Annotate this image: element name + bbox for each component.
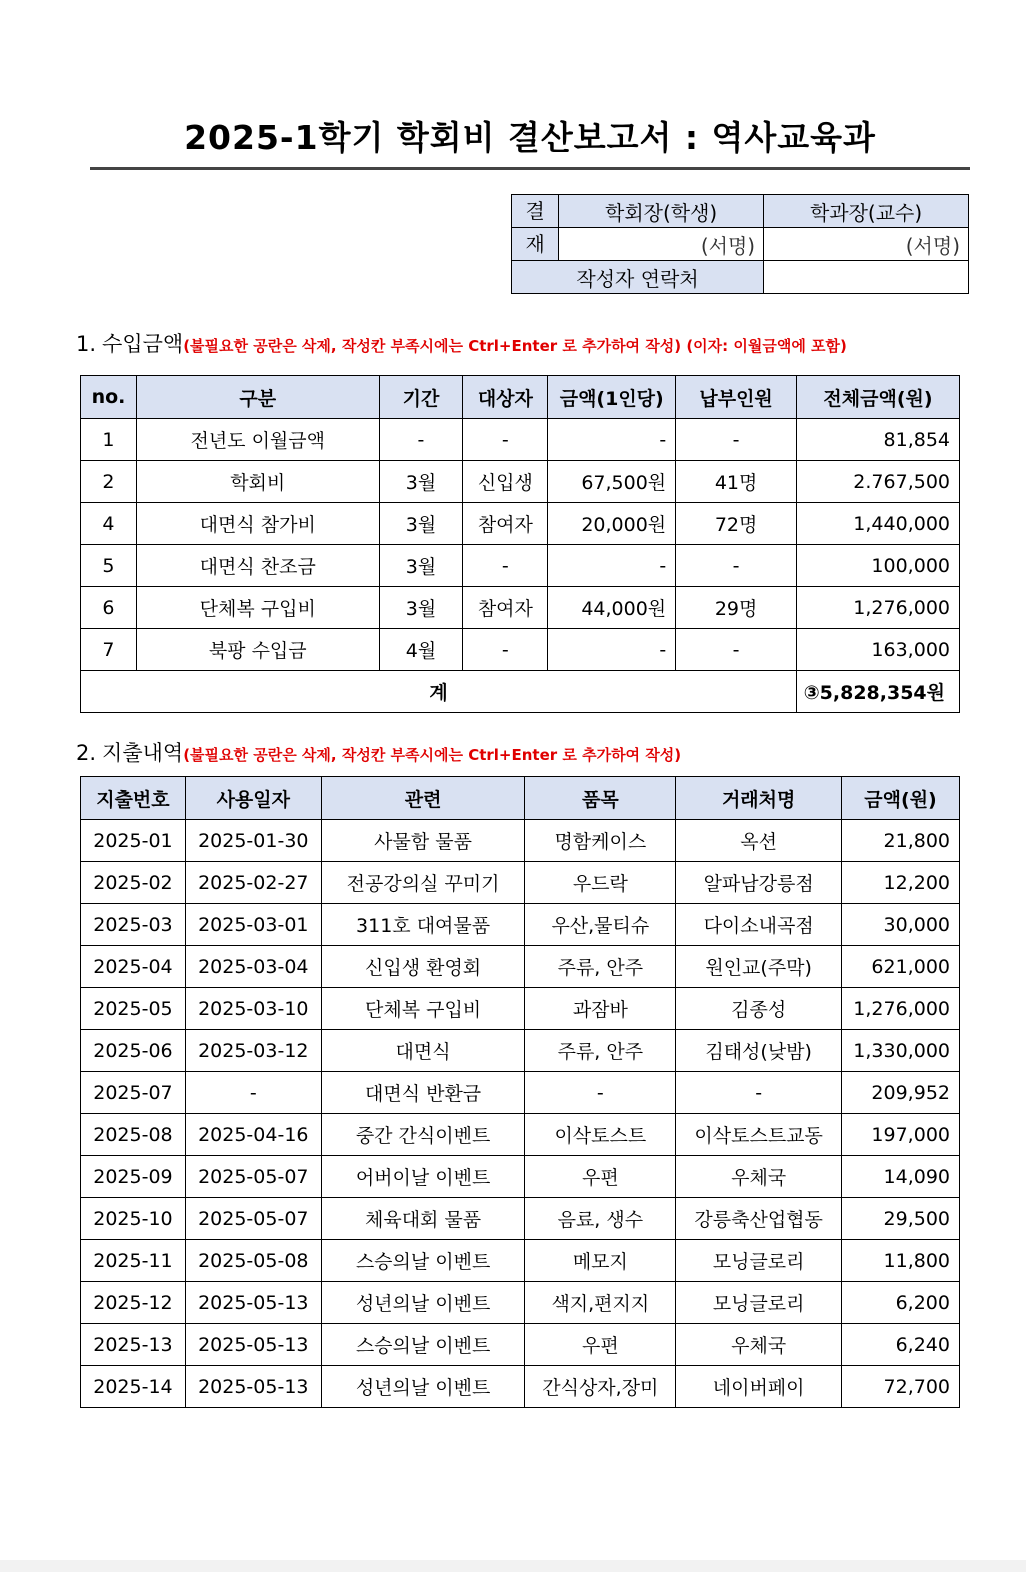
- table-row: [81, 862, 960, 904]
- table-cell[interactable]: 1,440,000: [796, 503, 959, 545]
- table-cell[interactable]: -: [463, 545, 548, 587]
- income-section-heading: [76, 328, 847, 358]
- table-cell[interactable]: 81,854: [796, 419, 959, 461]
- income-section-number: 1.: [76, 332, 97, 356]
- expense-section-heading: [76, 737, 681, 767]
- income-header-row: [81, 376, 960, 419]
- table-cell[interactable]: 김태성(낮밤): [676, 1030, 842, 1072]
- table-cell[interactable]: 2025-03-12: [185, 1030, 321, 1072]
- table-cell[interactable]: 2025-05-08: [185, 1240, 321, 1282]
- table-cell[interactable]: 1,276,000: [842, 988, 960, 1030]
- table-cell[interactable]: 2025-05-07: [185, 1198, 321, 1240]
- table-cell[interactable]: 우체국: [676, 1156, 842, 1198]
- table-cell[interactable]: 621,000: [842, 946, 960, 988]
- table-cell[interactable]: 스승의날 이벤트: [321, 1240, 525, 1282]
- expense-header-row: [81, 777, 960, 820]
- income-table: [80, 375, 960, 713]
- table-row: [81, 461, 960, 503]
- table-cell[interactable]: -: [548, 419, 676, 461]
- table-cell[interactable]: 4: [81, 503, 137, 545]
- table-cell[interactable]: 성년의날 이벤트: [321, 1282, 525, 1324]
- table-cell[interactable]: 3월: [379, 461, 463, 503]
- table-cell[interactable]: 대면식 찬조금: [136, 545, 379, 587]
- signature-field-student[interactable]: (서명): [559, 228, 764, 261]
- table-cell[interactable]: 11,800: [842, 1240, 960, 1282]
- expense-header-cell: 거래처명: [676, 777, 842, 820]
- table-cell[interactable]: 다이소내곡점: [676, 904, 842, 946]
- table-row: [81, 1156, 960, 1198]
- expense-header-cell: 금액(원): [842, 777, 960, 820]
- table-cell[interactable]: 12,200: [842, 862, 960, 904]
- table-cell[interactable]: 2025-05-13: [185, 1366, 321, 1408]
- table-cell[interactable]: 우드락: [525, 862, 676, 904]
- table-cell[interactable]: 이삭토스트교동: [676, 1114, 842, 1156]
- table-cell[interactable]: 우편: [525, 1156, 676, 1198]
- table-cell[interactable]: 모닝글로리: [676, 1240, 842, 1282]
- table-row: [81, 545, 960, 587]
- income-header-cell: 대상자: [463, 376, 548, 419]
- table-cell[interactable]: -: [379, 419, 463, 461]
- approval-col-professor: 학과장(교수): [764, 195, 969, 228]
- table-cell[interactable]: 2025-10: [81, 1198, 186, 1240]
- expense-section-title: 지출내역: [102, 741, 184, 765]
- income-header-cell: 기간: [379, 376, 463, 419]
- table-cell[interactable]: 197,000: [842, 1114, 960, 1156]
- table-cell[interactable]: 6,240: [842, 1324, 960, 1366]
- table-cell[interactable]: 7: [81, 629, 137, 671]
- income-header-cell: no.: [81, 376, 137, 419]
- expense-section-number: 2.: [76, 741, 97, 765]
- table-row: [81, 587, 960, 629]
- table-cell[interactable]: 3월: [379, 545, 463, 587]
- table-cell[interactable]: 주류, 안주: [525, 1030, 676, 1072]
- expense-header-cell: 관련: [321, 777, 525, 820]
- expense-header-cell: 지출번호: [81, 777, 186, 820]
- table-cell[interactable]: 우산,물티슈: [525, 904, 676, 946]
- table-row: [81, 1030, 960, 1072]
- table-cell[interactable]: 알파남강릉점: [676, 862, 842, 904]
- income-total-row: [81, 671, 960, 713]
- table-cell[interactable]: 학회비: [136, 461, 379, 503]
- table-cell[interactable]: 29,500: [842, 1198, 960, 1240]
- table-cell[interactable]: -: [548, 545, 676, 587]
- author-contact-label: 작성자 연락처: [512, 261, 764, 294]
- table-row: [81, 1240, 960, 1282]
- table-cell[interactable]: -: [676, 545, 797, 587]
- table-cell[interactable]: 명함케이스: [525, 820, 676, 862]
- income-header-cell: 납부인원: [676, 376, 797, 419]
- table-cell[interactable]: 2025-09: [81, 1156, 186, 1198]
- table-cell[interactable]: -: [676, 419, 797, 461]
- table-cell[interactable]: 사물함 물품: [321, 820, 525, 862]
- table-cell[interactable]: -: [676, 629, 797, 671]
- table-cell[interactable]: 단체복 구입비: [136, 587, 379, 629]
- table-cell[interactable]: 참여자: [463, 587, 548, 629]
- table-cell[interactable]: 4월: [379, 629, 463, 671]
- table-cell[interactable]: 대면식 반환금: [321, 1072, 525, 1114]
- approval-gyeol-label: 결: [512, 195, 559, 228]
- table-cell[interactable]: 209,952: [842, 1072, 960, 1114]
- approval-col-student: 학회장(학생): [559, 195, 764, 228]
- table-cell[interactable]: 1: [81, 419, 137, 461]
- table-cell[interactable]: 41명: [676, 461, 797, 503]
- table-cell[interactable]: 색지,편지지: [525, 1282, 676, 1324]
- table-cell[interactable]: 5: [81, 545, 137, 587]
- table-cell[interactable]: 단체복 구입비: [321, 988, 525, 1030]
- table-cell[interactable]: 이삭토스트: [525, 1114, 676, 1156]
- page-title: 2025-1학기 학회비 결산보고서 : 역사교육과: [184, 118, 876, 157]
- table-cell[interactable]: -: [185, 1072, 321, 1114]
- table-cell[interactable]: 2025-11: [81, 1240, 186, 1282]
- table-row: [81, 820, 960, 862]
- table-cell[interactable]: 2025-12: [81, 1282, 186, 1324]
- income-total-label: 계: [81, 671, 797, 713]
- table-cell[interactable]: 2025-02: [81, 862, 186, 904]
- table-cell[interactable]: -: [676, 1072, 842, 1114]
- approval-jae-label: 재: [512, 228, 559, 261]
- table-cell[interactable]: 2025-05-13: [185, 1324, 321, 1366]
- table-cell[interactable]: 2: [81, 461, 137, 503]
- table-cell[interactable]: 과잠바: [525, 988, 676, 1030]
- page-bottom-edge: [0, 1560, 1026, 1572]
- table-row: [81, 1198, 960, 1240]
- table-cell[interactable]: 중간 간식이벤트: [321, 1114, 525, 1156]
- table-row: [81, 419, 960, 461]
- table-cell[interactable]: 전년도 이월금액: [136, 419, 379, 461]
- table-cell[interactable]: 2025-02-27: [185, 862, 321, 904]
- table-cell[interactable]: 2025-01: [81, 820, 186, 862]
- table-cell[interactable]: 2025-05: [81, 988, 186, 1030]
- table-cell[interactable]: 67,500원: [548, 461, 676, 503]
- income-total-value[interactable]: ③5,828,354원: [796, 671, 959, 713]
- table-cell[interactable]: 2025-03: [81, 904, 186, 946]
- table-row: [81, 1114, 960, 1156]
- table-cell[interactable]: 원인교(주막): [676, 946, 842, 988]
- table-cell[interactable]: 2025-04-16: [185, 1114, 321, 1156]
- title-underline: [90, 167, 970, 170]
- table-cell[interactable]: 주류, 안주: [525, 946, 676, 988]
- table-cell[interactable]: 신입생: [463, 461, 548, 503]
- table-cell[interactable]: 우체국: [676, 1324, 842, 1366]
- table-cell[interactable]: 2025-14: [81, 1366, 186, 1408]
- income-section-title: 수입금액: [102, 332, 184, 356]
- table-cell[interactable]: 신입생 환영회: [321, 946, 525, 988]
- table-cell[interactable]: 김종성: [676, 988, 842, 1030]
- table-cell[interactable]: 100,000: [796, 545, 959, 587]
- expense-header-cell: 품목: [525, 777, 676, 820]
- table-cell[interactable]: 3월: [379, 503, 463, 545]
- income-header-cell: 구분: [136, 376, 379, 419]
- expense-header-cell: 사용일자: [185, 777, 321, 820]
- table-cell[interactable]: 20,000원: [548, 503, 676, 545]
- table-cell[interactable]: 강릉축산업협동: [676, 1198, 842, 1240]
- table-cell[interactable]: 스승의날 이벤트: [321, 1324, 525, 1366]
- table-cell[interactable]: 옥션: [676, 820, 842, 862]
- table-cell[interactable]: 간식상자,장미: [525, 1366, 676, 1408]
- table-cell[interactable]: 311호 대여물품: [321, 904, 525, 946]
- table-cell[interactable]: 2025-08: [81, 1114, 186, 1156]
- table-cell[interactable]: 참여자: [463, 503, 548, 545]
- table-cell[interactable]: 29명: [676, 587, 797, 629]
- table-cell[interactable]: 2025-13: [81, 1324, 186, 1366]
- table-cell[interactable]: 대면식 참가비: [136, 503, 379, 545]
- table-cell[interactable]: 우편: [525, 1324, 676, 1366]
- table-cell[interactable]: -: [525, 1072, 676, 1114]
- table-cell[interactable]: 네이버페이: [676, 1366, 842, 1408]
- table-cell[interactable]: 음료, 생수: [525, 1198, 676, 1240]
- table-cell[interactable]: 북팡 수입금: [136, 629, 379, 671]
- table-cell[interactable]: 14,090: [842, 1156, 960, 1198]
- table-cell[interactable]: 72명: [676, 503, 797, 545]
- table-cell[interactable]: 2025-04: [81, 946, 186, 988]
- table-row: [81, 503, 960, 545]
- table-cell[interactable]: 2.767,500: [796, 461, 959, 503]
- table-cell[interactable]: 2025-03-10: [185, 988, 321, 1030]
- table-cell[interactable]: 대면식: [321, 1030, 525, 1072]
- table-cell[interactable]: 모닝글로리: [676, 1282, 842, 1324]
- table-cell[interactable]: 2025-05-13: [185, 1282, 321, 1324]
- table-row: [81, 1282, 960, 1324]
- table-cell[interactable]: -: [463, 629, 548, 671]
- table-cell[interactable]: 2025-06: [81, 1030, 186, 1072]
- table-cell[interactable]: 2025-07: [81, 1072, 186, 1114]
- table-cell[interactable]: 21,800: [842, 820, 960, 862]
- expense-section-note: (불필요한 공란은 삭제, 작성칸 부족시에는 Ctrl+Enter 로 추가하여 작성): [183, 746, 682, 764]
- table-cell[interactable]: 1,330,000: [842, 1030, 960, 1072]
- table-cell[interactable]: 체육대회 물품: [321, 1198, 525, 1240]
- table-cell[interactable]: 6,200: [842, 1282, 960, 1324]
- table-cell[interactable]: 163,000: [796, 629, 959, 671]
- table-cell[interactable]: 메모지: [525, 1240, 676, 1282]
- approval-table: [511, 194, 969, 294]
- table-cell[interactable]: 1,276,000: [796, 587, 959, 629]
- table-cell[interactable]: -: [463, 419, 548, 461]
- table-cell[interactable]: 44,000원: [548, 587, 676, 629]
- table-cell[interactable]: 2025-05-07: [185, 1156, 321, 1198]
- author-contact-field[interactable]: [764, 261, 969, 294]
- table-cell[interactable]: 전공강의실 꾸미기: [321, 862, 525, 904]
- table-row: [81, 1366, 960, 1408]
- table-cell[interactable]: 6: [81, 587, 137, 629]
- table-row: [81, 629, 960, 671]
- signature-field-professor[interactable]: (서명): [764, 228, 969, 261]
- table-row: [81, 1072, 960, 1114]
- table-cell[interactable]: -: [548, 629, 676, 671]
- table-cell[interactable]: 2025-03-04: [185, 946, 321, 988]
- table-row: [81, 946, 960, 988]
- income-header-cell: 전체금액(원): [796, 376, 959, 419]
- table-cell[interactable]: 72,700: [842, 1366, 960, 1408]
- table-cell[interactable]: 30,000: [842, 904, 960, 946]
- table-row: [81, 1324, 960, 1366]
- table-cell[interactable]: 3월: [379, 587, 463, 629]
- table-cell[interactable]: 어버이날 이벤트: [321, 1156, 525, 1198]
- table-cell[interactable]: 성년의날 이벤트: [321, 1366, 525, 1408]
- income-section-note: (불필요한 공란은 삭제, 작성칸 부족시에는 Ctrl+Enter 로 추가하여 작성) (이자: 이월금액에 포함): [183, 337, 847, 355]
- income-header-cell: 금액(1인당): [548, 376, 676, 419]
- table-cell[interactable]: 2025-01-30: [185, 820, 321, 862]
- table-row: [81, 904, 960, 946]
- table-row: [81, 988, 960, 1030]
- table-cell[interactable]: 2025-03-01: [185, 904, 321, 946]
- expense-table: [80, 776, 960, 1408]
